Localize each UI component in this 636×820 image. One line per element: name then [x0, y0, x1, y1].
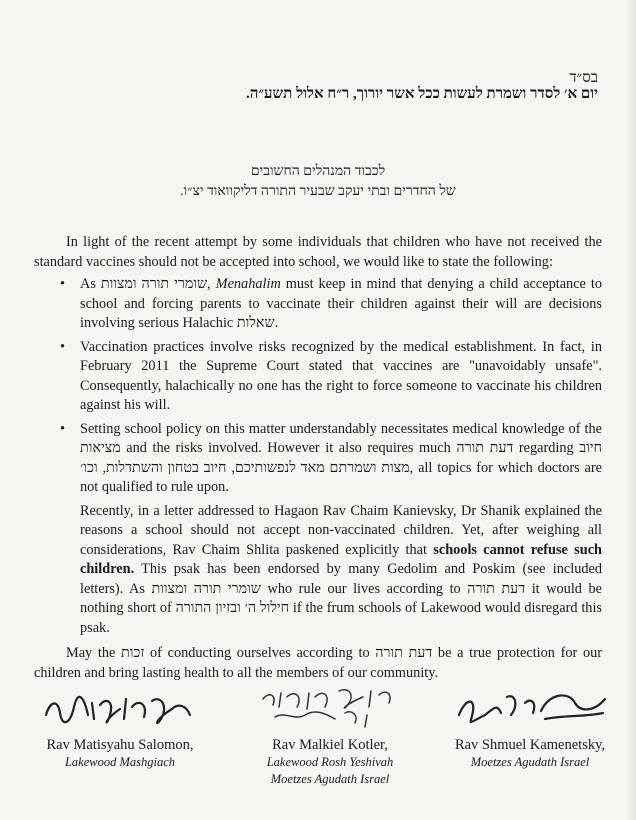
bsd-header: בס״ד: [569, 70, 598, 86]
intro-paragraph: In light of the recent attempt by some individuals that children who have not received the standard vaccines should not be accepted into school, we would like to state the following:: [34, 234, 602, 270]
hebrew-phrase: זכות: [121, 645, 145, 661]
hebrew-phrase: מציאות: [80, 440, 121, 456]
handwritten-signature-icon: [255, 685, 405, 733]
bold-statement: schools cannot refuse such children.: [80, 541, 602, 577]
signer-name: Rav Malkiel Kotler,: [272, 737, 388, 753]
list-item: • As שומרי תורה ומצוות, Menahalim must keep in mind that denying a child acceptance to school and forcing parents to vaccinate their children against their will are decisions involving serious Halachic שאלות.: [60, 276, 602, 331]
signature-row: [0, 685, 636, 815]
hebrew-phrase: שומרי תורה ומצוות: [151, 580, 261, 597]
letter-body: [34, 233, 602, 683]
hebrew-phrase: שאלות: [236, 315, 275, 331]
signature-block-salomon: [20, 685, 220, 771]
hebrew-phrase: חילול ה׳ ובזיון התורה: [175, 600, 290, 616]
list-item: • Vaccination practices involve risks recognized by the medical establishment. In fact, in February 2011 the Supreme Court stated that vaccines are "unavoidably unsafe". Consequently, halachically no one has the right to force someone to vaccinate his children against his will.: [60, 338, 602, 413]
list-item: • Setting school policy on this matter understandably necessitates medical knowledge of the מציאות and the risks involved. However it also requires much דעת תורה regarding חיוב מצות ושמרתם מאד לנפשותיכם, חיוב בטחון והשתדלות, וכו׳, all topics for which doctors are not qualified to rule upon.: [60, 420, 602, 495]
signer-title: Moetzes Agudath Israel: [470, 755, 590, 769]
hebrew-phrase: חיוב מצות ושמרתם מאד לנפשותיכם, חיוב בטחון והשתדלות, וכו׳: [80, 440, 602, 476]
recent-letter-paragraph: Recently, in a letter addressed to Hagaon Rav Chaim Kanievsky, Dr Shanik explained the reasons a school should not accept non-vaccinated children. Yet, after weighing all considerations, Rav Chaim Shlita paskened explicitly that schools cannot refuse such children. This psak has been endorsed by many Gedolim and Poskim (see included letters). As שומרי תורה ומצוות who rule our lives according to דעת תורה it would be nothing short of חילול ה׳ ובזיון התורה if the frum schools of Lakewood would disregard this psak.: [80, 502, 603, 636]
hebrew-phrase: דעת תורה: [456, 440, 514, 456]
emphasis: Menahalim: [215, 276, 281, 292]
signer-title: Lakewood Rosh Yeshivah: [266, 755, 394, 769]
closing-paragraph: May the זכות of conducting ourselves according to דעת תורה be a true protection for our children and bring lasting health to all the members of our community.: [34, 645, 603, 681]
signature-block-kamenetsky: [430, 685, 630, 771]
handwritten-signature-icon: [40, 685, 200, 733]
date-line: יום א׳ לסדר ושמרת לעשות ככל אשר יורוך, ר״ח אלול תשע״ה.: [245, 86, 598, 102]
signer-name: Rav Matisyahu Salomon,: [46, 737, 194, 753]
bullet-list: [34, 275, 602, 498]
hebrew-phrase: שומרי תורה ומצוות: [100, 276, 208, 292]
page-edge-shadow: [626, 0, 636, 820]
signer-title: Lakewood Mashgiach: [64, 755, 176, 769]
handwritten-signature-icon: [445, 685, 615, 733]
addressee-line-2: של החדרים ובתי יעקב שבעיר התורה דליקוואוד יצ״ו.: [180, 184, 456, 199]
hebrew-phrase: דעת תורה: [467, 580, 526, 597]
addressee-line-1: לכבוד המנהלים החשובים: [250, 164, 386, 179]
bullet-icon: •: [60, 276, 66, 292]
bullet-icon: •: [60, 338, 66, 355]
hebrew-phrase: דעת תורה: [375, 645, 433, 661]
signer-title: Moetzes Agudath Israel: [270, 772, 390, 786]
signer-name: Rav Shmuel Kamenetsky,: [454, 737, 606, 753]
signature-block-kotler: [240, 685, 420, 788]
bullet-icon: •: [60, 420, 66, 437]
